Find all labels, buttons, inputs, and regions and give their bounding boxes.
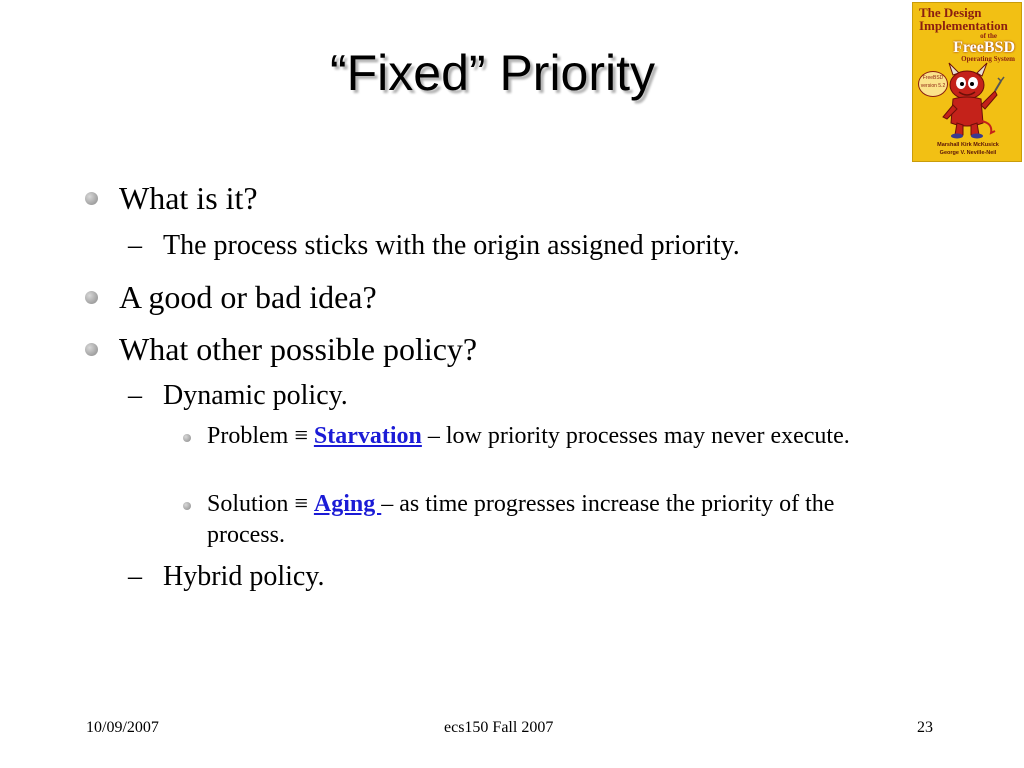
- book-title-line: Implementation: [919, 18, 1008, 34]
- bullet-dot-icon: [85, 343, 98, 356]
- bsd-daemon-mascot-icon: [935, 61, 1005, 139]
- book-author: Marshall Kirk McKusick: [937, 142, 999, 148]
- book-title-freebsd: FreeBSD: [953, 38, 1015, 56]
- aging-link[interactable]: Aging: [313, 491, 382, 517]
- bullet-dot-icon: [85, 291, 98, 304]
- freebsd-book-cover-image: [912, 2, 1022, 162]
- bullet-dot-icon: [85, 192, 98, 205]
- bullet-dot-icon: [183, 502, 191, 510]
- footer-page-number: 23: [917, 719, 933, 736]
- version-badge: FreeBSD version 5.2: [918, 71, 948, 97]
- book-title-line: of the: [980, 31, 997, 40]
- dash-marker: –: [128, 561, 142, 592]
- book-author: George V. Neville-Neil: [939, 150, 997, 156]
- footer-course: ecs150 Fall 2007: [444, 719, 554, 736]
- footer-date: 10/09/2007: [86, 719, 159, 736]
- starvation-link[interactable]: Starvation: [313, 423, 422, 449]
- bullet-dot-icon: [183, 434, 191, 442]
- slide-title: “Fixed” Priority: [329, 45, 656, 101]
- book-title-line: The Design: [919, 5, 982, 20]
- dash-marker: –: [128, 230, 142, 261]
- book-subtitle: Operating System: [961, 54, 1015, 63]
- dash-marker: –: [128, 380, 142, 411]
